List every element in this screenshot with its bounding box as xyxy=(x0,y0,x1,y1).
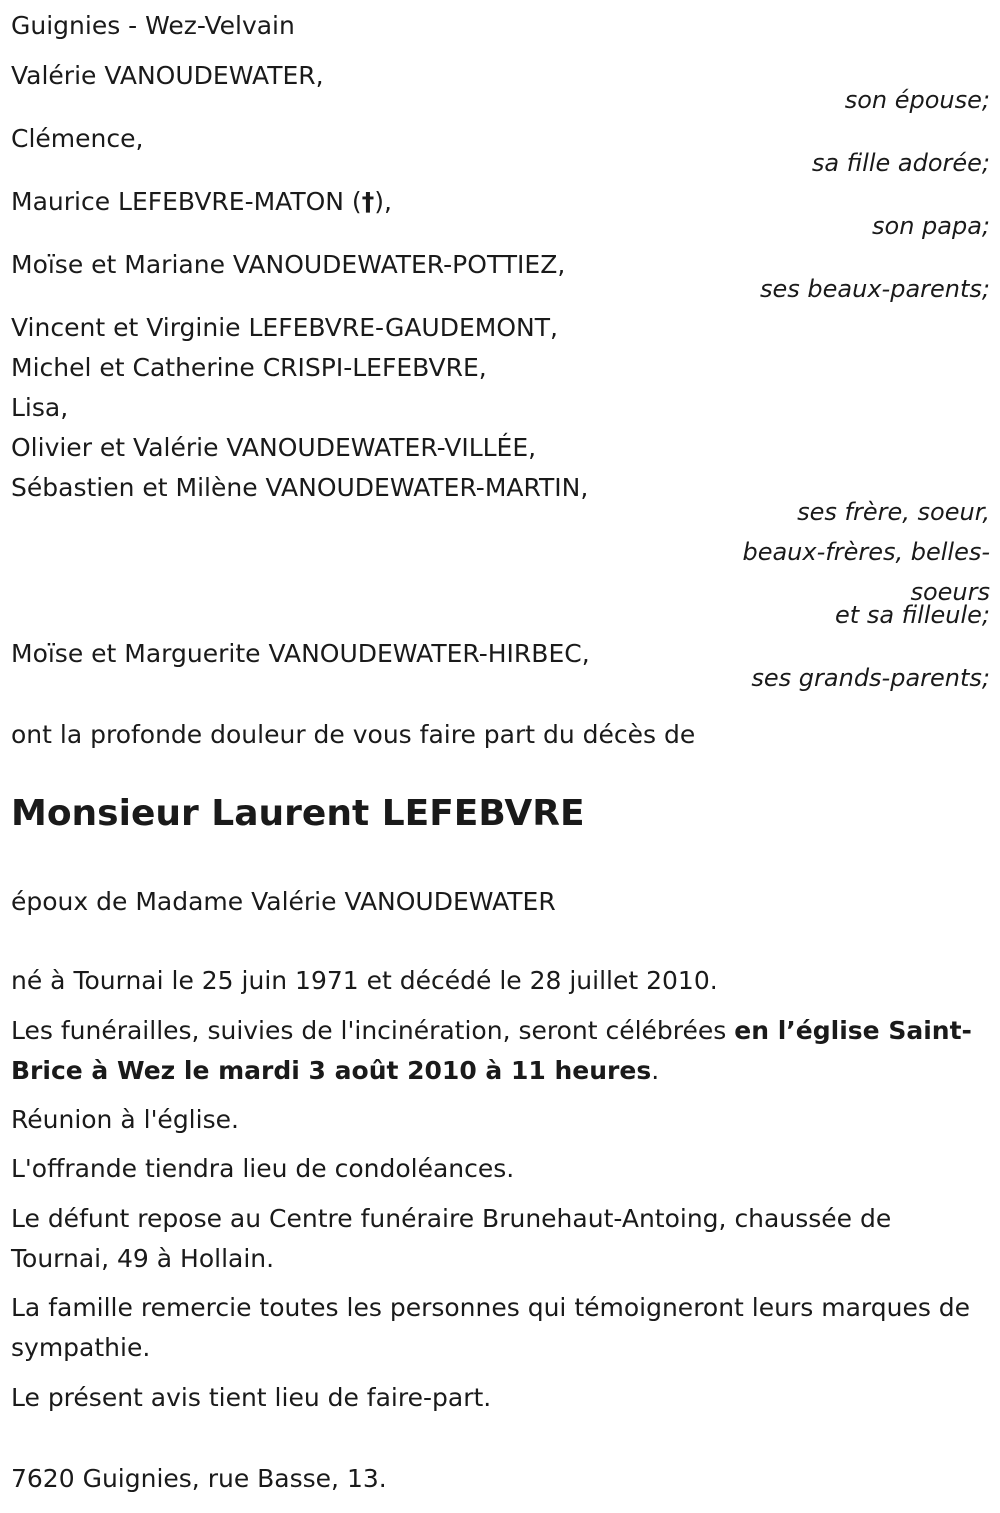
birth-death-line: né à Tournai le 25 juin 1971 et décédé le 28 juillet 2010. xyxy=(11,966,718,995)
sibling-line-2: Michel et Catherine CRISPI-LEFEBVRE, xyxy=(11,353,487,382)
sibling-line-3: Lisa, xyxy=(11,393,69,422)
family-role-daughter: sa fille adorée; xyxy=(811,149,990,177)
funeral-place-date: en l’église Saint-Brice à Wez le mardi 3 août 2010 à 11 heures xyxy=(11,1016,972,1085)
family-role-siblings-1: ses frère, soeur, xyxy=(797,498,990,526)
note-reunion: Réunion à l'église. xyxy=(11,1105,239,1134)
funeral-end: . xyxy=(651,1056,660,1085)
family-role-siblings-4: et sa filleule; xyxy=(835,601,990,629)
address-line: 7620 Guignies, rue Basse, 13. xyxy=(11,1464,387,1493)
family-member-daughter: Clémence, xyxy=(11,124,144,153)
announcement-text: ont la profonde douleur de vous faire part du décès de xyxy=(11,720,696,749)
note-notice: Le présent avis tient lieu de faire-part. xyxy=(11,1383,492,1412)
family-role-in-laws: ses beaux-parents; xyxy=(760,275,990,303)
spouse-line: époux de Madame Valérie VANOUDEWATER xyxy=(11,887,556,916)
sibling-line-1: Vincent et Virginie LEFEBVRE-GAUDEMONT, xyxy=(11,313,558,342)
family-member-in-laws: Moïse et Mariane VANOUDEWATER-POTTIEZ, xyxy=(11,250,566,279)
sibling-line-4: Olivier et Valérie VANOUDEWATER-VILLÉE, xyxy=(11,433,537,462)
sibling-line-5: Sébastien et Milène VANOUDEWATER-MARTIN, xyxy=(11,473,589,502)
family-role-siblings-3: soeurs xyxy=(910,578,990,606)
family-role-grandparents: ses grands-parents; xyxy=(751,664,990,692)
note-thanks: La famille remercie toutes les personnes qui témoigneront leurs marques de sympathie. xyxy=(11,1293,971,1362)
note-repose: Le défunt repose au Centre funéraire Brunehaut-Antoing, chaussée de Tournai, 49 à Hollain. xyxy=(11,1204,892,1273)
family-role-spouse: son épouse; xyxy=(844,86,990,114)
family-member-spouse: Valérie VANOUDEWATER, xyxy=(11,61,324,90)
family-member-father xyxy=(11,189,392,214)
deceased-name: Monsieur Laurent LEFEBVRE xyxy=(11,793,585,834)
father-name: Maurice LEFEBVRE-MATON ( xyxy=(11,187,362,216)
family-role-siblings-2: beaux-frères, belles- xyxy=(742,538,990,566)
father-name-suffix: ), xyxy=(374,187,392,216)
cross-icon: † xyxy=(361,187,375,216)
funeral-intro: Les funérailles, suivies de l'incinération, seront célébrées xyxy=(11,1016,735,1045)
family-member-grandparents: Moïse et Marguerite VANOUDEWATER-HIRBEC, xyxy=(11,639,590,668)
funeral-paragraph xyxy=(11,1011,986,1091)
family-role-father: son papa; xyxy=(872,212,990,240)
location-header: Guignies - Wez-Velvain xyxy=(11,11,295,40)
note-offering: L'offrande tiendra lieu de condoléances. xyxy=(11,1154,515,1183)
